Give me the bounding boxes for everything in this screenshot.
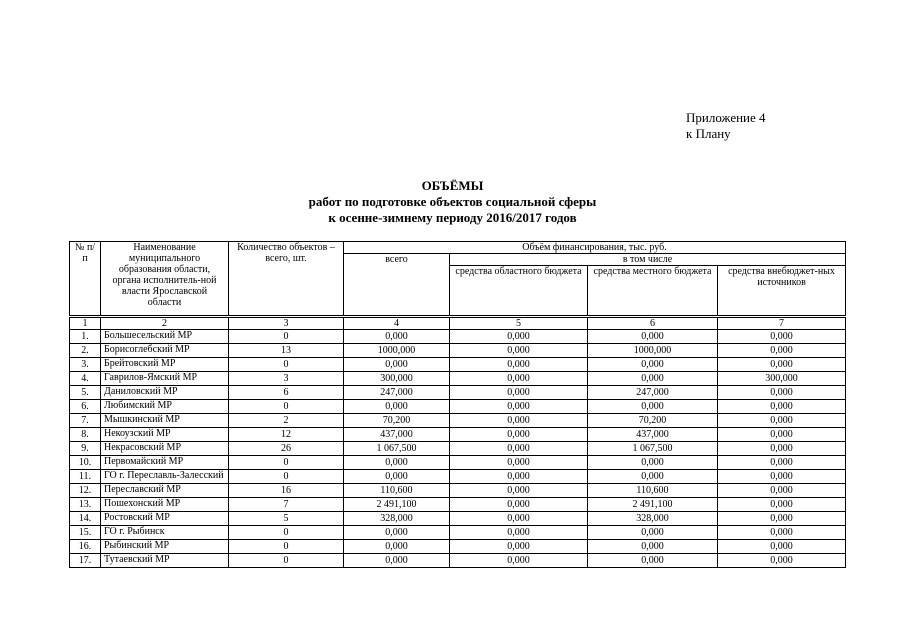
cell-regional: 0,000 xyxy=(450,400,588,414)
cell-local: 70,200 xyxy=(588,414,718,428)
cell-number: 15. xyxy=(70,526,101,540)
cell-extra: 0,000 xyxy=(718,554,846,568)
table-row xyxy=(70,540,846,554)
cell-total: 0,000 xyxy=(344,470,450,484)
cell-regional: 0,000 xyxy=(450,330,588,344)
cell-number: 17. xyxy=(70,554,101,568)
cell-number: 6. xyxy=(70,400,101,414)
table-row xyxy=(70,498,846,512)
cell-extra: 0,000 xyxy=(718,456,846,470)
header-regional: средства областного бюджета xyxy=(450,266,588,317)
cell-name: Некоузский МР xyxy=(101,428,229,442)
cell-regional: 0,000 xyxy=(450,526,588,540)
cell-count: 13 xyxy=(229,344,344,358)
column-number: 7 xyxy=(718,317,846,330)
cell-number: 13. xyxy=(70,498,101,512)
cell-regional: 0,000 xyxy=(450,442,588,456)
header-count: Количество объектов – всего, шт. xyxy=(229,242,344,317)
cell-number: 9. xyxy=(70,442,101,456)
cell-number: 2. xyxy=(70,344,101,358)
cell-regional: 0,000 xyxy=(450,554,588,568)
cell-extra: 0,000 xyxy=(718,358,846,372)
cell-local: 0,000 xyxy=(588,540,718,554)
cell-count: 0 xyxy=(229,330,344,344)
cell-count: 0 xyxy=(229,470,344,484)
table-row xyxy=(70,372,846,386)
cell-total: 1 067,500 xyxy=(344,442,450,456)
cell-count: 0 xyxy=(229,456,344,470)
cell-local: 1 067,500 xyxy=(588,442,718,456)
header-including: в том числе xyxy=(450,254,846,266)
cell-local: 0,000 xyxy=(588,400,718,414)
cell-local: 247,000 xyxy=(588,386,718,400)
appendix-line-2: к Плану xyxy=(686,126,731,141)
cell-local: 0,000 xyxy=(588,456,718,470)
column-number: 1 xyxy=(70,317,101,330)
cell-number: 14. xyxy=(70,512,101,526)
table-row xyxy=(70,470,846,484)
table-row xyxy=(70,414,846,428)
cell-extra: 0,000 xyxy=(718,344,846,358)
cell-total: 0,000 xyxy=(344,400,450,414)
cell-name: ГО г. Рыбинск xyxy=(101,526,229,540)
cell-extra: 0,000 xyxy=(718,414,846,428)
cell-name: Любимский МР xyxy=(101,400,229,414)
cell-regional: 0,000 xyxy=(450,540,588,554)
cell-count: 3 xyxy=(229,372,344,386)
cell-name: ГО г. Переславль-Залесский xyxy=(101,470,229,484)
cell-number: 11. xyxy=(70,470,101,484)
cell-name: Рыбинский МР xyxy=(101,540,229,554)
cell-total: 0,000 xyxy=(344,540,450,554)
appendix-label xyxy=(686,110,766,142)
header-name: Наименование муниципального образования области, органа исполнитель-ной власти Ярославской области xyxy=(101,242,229,317)
cell-local: 110,600 xyxy=(588,484,718,498)
table-row xyxy=(70,428,846,442)
cell-local: 0,000 xyxy=(588,372,718,386)
header-extra: средства внебюджет-ных источников xyxy=(718,266,846,317)
cell-number: 16. xyxy=(70,540,101,554)
table-row xyxy=(70,526,846,540)
header-local: средства местного бюджета xyxy=(588,266,718,317)
cell-regional: 0,000 xyxy=(450,456,588,470)
column-number: 3 xyxy=(229,317,344,330)
column-number: 4 xyxy=(344,317,450,330)
cell-regional: 0,000 xyxy=(450,414,588,428)
cell-number: 4. xyxy=(70,372,101,386)
cell-total: 2 491,100 xyxy=(344,498,450,512)
cell-number: 7. xyxy=(70,414,101,428)
cell-name: Мышкинский МР xyxy=(101,414,229,428)
cell-extra: 0,000 xyxy=(718,484,846,498)
header-num: № п/п xyxy=(70,242,101,317)
table-row xyxy=(70,484,846,498)
cell-count: 16 xyxy=(229,484,344,498)
cell-total: 247,000 xyxy=(344,386,450,400)
cell-name: Тутаевский МР xyxy=(101,554,229,568)
cell-name: Гаврилов-Ямский МР xyxy=(101,372,229,386)
cell-count: 0 xyxy=(229,526,344,540)
table-row xyxy=(70,344,846,358)
cell-total: 1000,000 xyxy=(344,344,450,358)
table-row xyxy=(70,512,846,526)
column-number-row xyxy=(70,317,846,330)
cell-local: 0,000 xyxy=(588,330,718,344)
cell-extra: 0,000 xyxy=(718,386,846,400)
cell-total: 328,000 xyxy=(344,512,450,526)
table-row xyxy=(70,400,846,414)
cell-number: 5. xyxy=(70,386,101,400)
cell-extra: 0,000 xyxy=(718,442,846,456)
cell-total: 300,000 xyxy=(344,372,450,386)
cell-local: 437,000 xyxy=(588,428,718,442)
cell-name: Брейтовский МР xyxy=(101,358,229,372)
cell-total: 0,000 xyxy=(344,526,450,540)
cell-count: 0 xyxy=(229,400,344,414)
cell-extra: 0,000 xyxy=(718,330,846,344)
cell-regional: 0,000 xyxy=(450,512,588,526)
cell-regional: 0,000 xyxy=(450,470,588,484)
cell-total: 437,000 xyxy=(344,428,450,442)
column-number: 6 xyxy=(588,317,718,330)
cell-local: 1000,000 xyxy=(588,344,718,358)
cell-name: Даниловский МР xyxy=(101,386,229,400)
cell-count: 0 xyxy=(229,540,344,554)
cell-count: 5 xyxy=(229,512,344,526)
cell-name: Переславский МР xyxy=(101,484,229,498)
title-line-2: работ по подготовке объектов социальной сферы xyxy=(308,194,597,209)
cell-extra: 0,000 xyxy=(718,512,846,526)
header-financing: Объём финансирования, тыс. руб. xyxy=(344,242,846,254)
cell-name: Пошехонский МР xyxy=(101,498,229,512)
appendix-line-1: Приложение 4 xyxy=(686,110,766,125)
cell-local: 0,000 xyxy=(588,470,718,484)
cell-count: 7 xyxy=(229,498,344,512)
column-number: 5 xyxy=(450,317,588,330)
cell-number: 12. xyxy=(70,484,101,498)
cell-name: Ростовский МР xyxy=(101,512,229,526)
cell-local: 2 491,100 xyxy=(588,498,718,512)
cell-name: Первомайский МР xyxy=(101,456,229,470)
cell-count: 12 xyxy=(229,428,344,442)
cell-local: 0,000 xyxy=(588,554,718,568)
cell-total: 0,000 xyxy=(344,456,450,470)
table-row xyxy=(70,386,846,400)
column-number: 2 xyxy=(101,317,229,330)
cell-local: 328,000 xyxy=(588,512,718,526)
financing-table xyxy=(69,241,846,568)
title-line-1: ОБЪЁМЫ xyxy=(421,178,484,193)
cell-name: Некрасовский МР xyxy=(101,442,229,456)
cell-regional: 0,000 xyxy=(450,484,588,498)
cell-extra: 0,000 xyxy=(718,526,846,540)
cell-count: 6 xyxy=(229,386,344,400)
cell-regional: 0,000 xyxy=(450,372,588,386)
table-row xyxy=(70,330,846,344)
table-row xyxy=(70,554,846,568)
cell-number: 1. xyxy=(70,330,101,344)
cell-name: Борисоглебский МР xyxy=(101,344,229,358)
cell-number: 3. xyxy=(70,358,101,372)
cell-name: Большесельский МР xyxy=(101,330,229,344)
cell-total: 0,000 xyxy=(344,358,450,372)
cell-count: 2 xyxy=(229,414,344,428)
cell-regional: 0,000 xyxy=(450,386,588,400)
table-row xyxy=(70,456,846,470)
cell-extra: 0,000 xyxy=(718,540,846,554)
cell-extra: 0,000 xyxy=(718,498,846,512)
table-row xyxy=(70,442,846,456)
cell-extra: 300,000 xyxy=(718,372,846,386)
cell-number: 10. xyxy=(70,456,101,470)
cell-regional: 0,000 xyxy=(450,498,588,512)
cell-total: 0,000 xyxy=(344,554,450,568)
cell-count: 26 xyxy=(229,442,344,456)
cell-local: 0,000 xyxy=(588,358,718,372)
cell-number: 8. xyxy=(70,428,101,442)
cell-regional: 0,000 xyxy=(450,344,588,358)
cell-regional: 0,000 xyxy=(450,428,588,442)
cell-total: 0,000 xyxy=(344,330,450,344)
title-line-3: к осенне-зимнему периоду 2016/2017 годов xyxy=(328,210,577,225)
document-title xyxy=(0,178,905,226)
cell-count: 0 xyxy=(229,358,344,372)
cell-local: 0,000 xyxy=(588,526,718,540)
cell-total: 110,600 xyxy=(344,484,450,498)
cell-count: 0 xyxy=(229,554,344,568)
header-total: всего xyxy=(344,254,450,317)
cell-regional: 0,000 xyxy=(450,358,588,372)
cell-total: 70,200 xyxy=(344,414,450,428)
cell-extra: 0,000 xyxy=(718,470,846,484)
table-row xyxy=(70,358,846,372)
cell-extra: 0,000 xyxy=(718,428,846,442)
cell-extra: 0,000 xyxy=(718,400,846,414)
